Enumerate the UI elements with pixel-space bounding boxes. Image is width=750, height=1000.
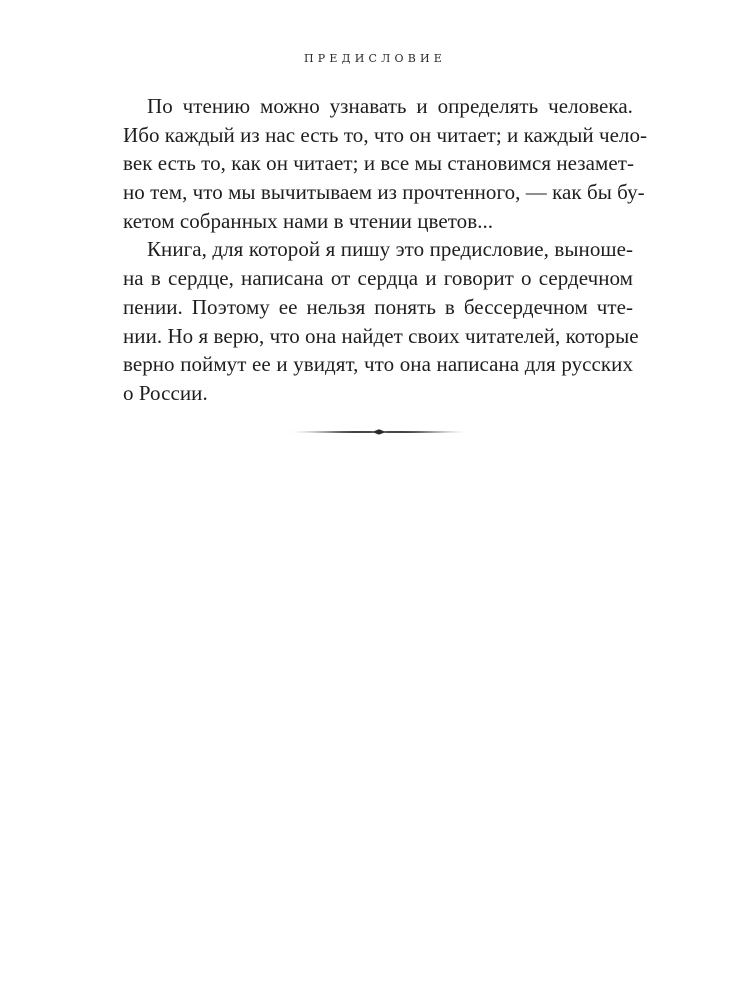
text-line: Книга, для которой я пишу это предисловие, выноше- [147, 237, 633, 262]
ornamental-rule-icon [290, 428, 468, 436]
text-line: век есть то, как он читает; и все мы становимся незамет- [123, 151, 634, 176]
text-line: Ибо каждый из нас есть то, что он читает; и каждый чело- [123, 122, 648, 147]
paragraph-2 [123, 235, 639, 407]
text-line: верно поймут ее и увидят, что она написана для русских [123, 352, 633, 377]
body-text [123, 92, 648, 408]
paragraph-1 [123, 92, 648, 235]
text-line: По чтению можно узнавать и определять человека. [147, 94, 633, 118]
text-line: о России. [123, 380, 208, 405]
text-line: на в сердце, написана от сердца и говорит о сердечном [123, 266, 633, 291]
running-head: ПРЕДИСЛОВИЕ [303, 52, 447, 65]
text-line: пении. Поэтому ее нельзя понять в бессердечном чте- [123, 294, 633, 319]
text-line: нии. Но я верю, что она найдет своих читателей, которые [123, 323, 639, 348]
text-line: кетом собранных нами в чтении цветов... [123, 208, 494, 233]
text-line: но тем, что мы вычитываем из прочтенного, — как бы бу- [123, 180, 645, 205]
